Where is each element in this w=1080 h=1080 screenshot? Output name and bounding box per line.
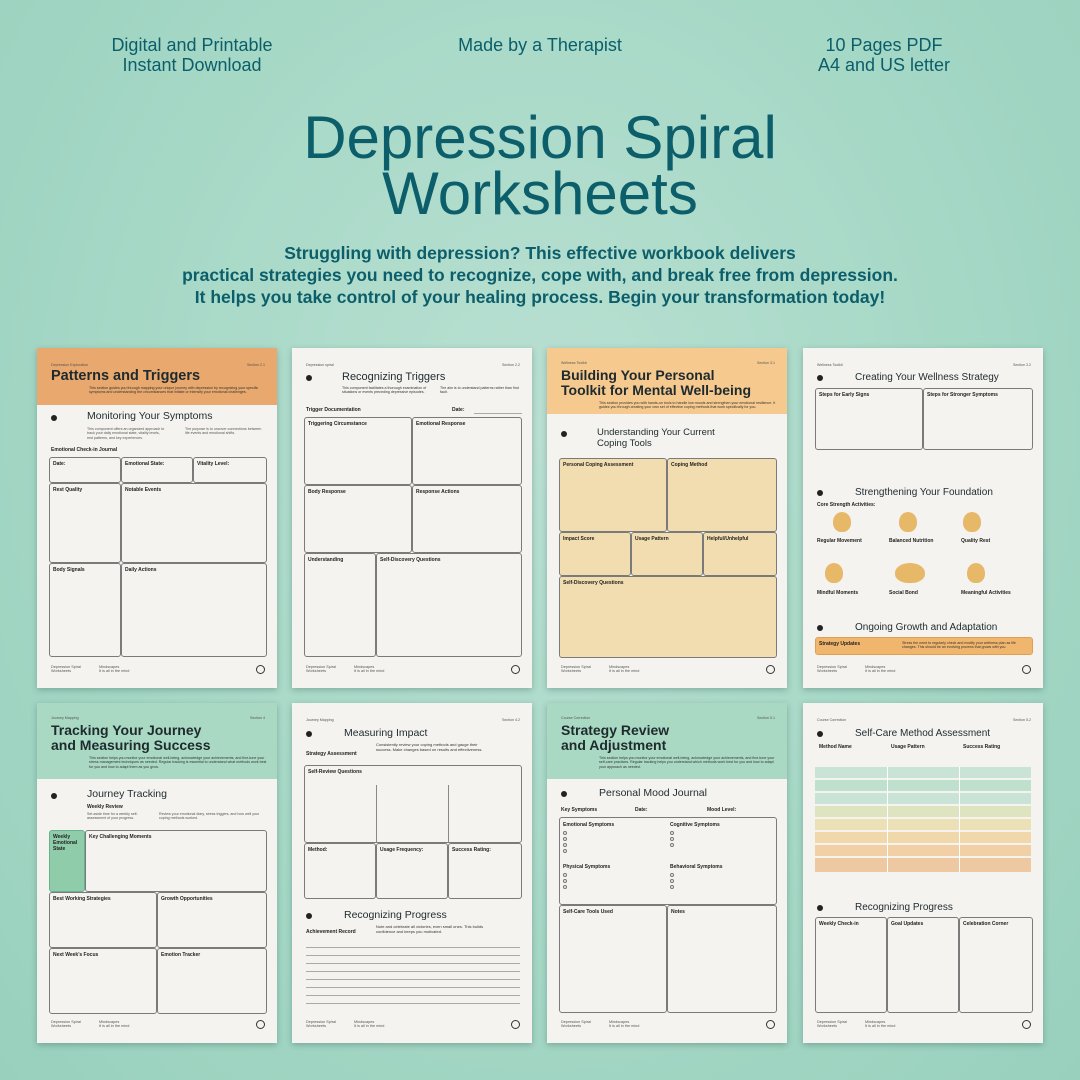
table-row[interactable]	[815, 806, 1031, 817]
symptom-checkbox[interactable]	[563, 849, 567, 853]
best-strategies-label: Best Working Strategies	[53, 896, 111, 902]
symptoms-box[interactable]	[559, 817, 777, 905]
next-week-focus-box[interactable]	[49, 948, 157, 1014]
method-name-header: Method Name	[819, 744, 852, 750]
helpful-unhelpful-label: Helpful/Unhelpful	[707, 536, 749, 542]
vitality-level-box[interactable]	[193, 457, 267, 483]
title-line1: Strategy Review	[561, 722, 670, 738]
achievement-record-text: Note and celebrate all victories, even small ones. This builds confidence and keeps you motivated.	[376, 924, 484, 934]
page-top-label: Depression Exploration	[51, 363, 89, 367]
strategy-assessment-text: Consistently review your coping methods and gauge their success. Make changes based on results and effectiveness.	[376, 742, 483, 752]
usage-pattern-header: Usage Pattern	[891, 744, 925, 750]
footer-left1: Depression Spiral	[561, 1019, 591, 1024]
section-bullet	[817, 731, 823, 737]
worksheet-page-patterns-triggers	[37, 348, 277, 688]
foundation-heading: Strengthening Your Foundation	[855, 487, 993, 498]
vitality-level-label: Vitality Level:	[197, 461, 230, 467]
section-bullet	[306, 375, 312, 381]
emotion-tracker-box[interactable]	[157, 948, 267, 1014]
footer-left1: Depression Spiral	[561, 664, 591, 669]
table-row[interactable]	[815, 845, 1031, 856]
page-footer-mid	[865, 1020, 895, 1029]
main-title	[0, 104, 1080, 227]
title-line2: Toolkit for Mental Well-being	[561, 382, 752, 398]
page-top-label: Course Correction	[817, 718, 847, 722]
footer-left2: Worksheets	[561, 669, 581, 674]
date-line	[474, 413, 522, 414]
section-heading: Monitoring Your Symptoms	[87, 410, 213, 422]
balanced-nutrition-label: Balanced Nutrition	[889, 538, 934, 544]
page-footer-mid	[609, 665, 639, 674]
challenging-moments-box[interactable]	[85, 830, 267, 892]
weekly-label-line3: State	[53, 846, 66, 852]
page-footer-mid	[354, 665, 384, 674]
page-top-label: Depression spiral	[306, 363, 334, 367]
achievement-record-label: Achievement Record	[306, 929, 356, 935]
symptom-checkbox[interactable]	[563, 873, 567, 877]
early-signs-label: Steps for Early Signs	[819, 392, 870, 398]
table-row[interactable]	[815, 793, 1031, 804]
progress-heading: Recognizing Progress	[855, 902, 953, 913]
response-actions-label: Response Actions	[416, 489, 460, 495]
goal-updates-label: Goal Updates	[891, 921, 924, 927]
footer-left1: Depression Spiral	[51, 664, 81, 669]
worksheet-page-tracking-journey	[37, 703, 277, 1043]
header-left-line2: Instant Download	[122, 55, 262, 75]
brand-logo-icon	[766, 1020, 775, 1029]
worksheet-page-recognizing-triggers	[292, 348, 532, 688]
stronger-symptoms-label: Steps for Stronger Symptoms	[927, 392, 998, 398]
regular-movement-label: Regular Movement	[817, 538, 862, 544]
weekly-review-label: Weekly Review	[87, 804, 123, 810]
page-section-number: Section 2.2	[502, 363, 520, 367]
understanding-label: Understanding	[308, 557, 344, 563]
rest-quality-label: Rest Quality	[53, 487, 83, 493]
early-signs-box[interactable]	[815, 388, 923, 450]
emotion-tracker-label: Emotion Tracker	[161, 952, 201, 958]
symptom-checkbox[interactable]	[670, 873, 674, 877]
heading-line2: Coping Tools	[597, 437, 652, 449]
section-heading	[597, 428, 715, 449]
divider	[448, 785, 449, 843]
self-discovery-label: Self-Discovery Questions	[563, 580, 624, 586]
footer-mid2: It is all in the mind	[354, 669, 385, 674]
footer-mid2: It is all in the mind	[99, 1024, 130, 1029]
triggering-circumstance-box[interactable]	[304, 417, 412, 485]
page-top-label: Wellness Toolkit	[817, 363, 843, 367]
strategy-updates-box[interactable]	[815, 637, 1033, 655]
best-strategies-box[interactable]	[49, 892, 157, 948]
mindful-figure-icon	[825, 563, 843, 583]
page-footer-mid	[99, 1020, 129, 1029]
brand-logo-icon	[511, 665, 520, 674]
writing-line[interactable]	[306, 947, 520, 948]
page-section-number: Section 5.1	[757, 716, 775, 720]
section-text-b: The purpose is to uncover connections between life events and emotional shifts.	[185, 427, 262, 436]
brand-logo-icon	[256, 665, 265, 674]
title-line2: and Measuring Success	[51, 737, 211, 753]
footer-left2: Worksheets	[817, 1024, 837, 1029]
date-label: Date:	[53, 461, 66, 467]
footer-left1: Depression Spiral	[306, 1019, 336, 1024]
symptom-checkbox[interactable]	[670, 879, 674, 883]
page-title: Recognizing Triggers	[342, 371, 446, 383]
self-care-tools-box[interactable]	[559, 905, 667, 1013]
success-rating-box[interactable]	[448, 843, 522, 899]
writing-line[interactable]	[306, 971, 520, 972]
weekly-label-line2: Emotional	[53, 840, 78, 846]
writing-line[interactable]	[306, 979, 520, 980]
section-bullet	[817, 375, 823, 381]
worksheet-page-strategy-review	[547, 703, 787, 1043]
header-center-text: Made by a Therapist	[458, 35, 622, 55]
self-discovery-box[interactable]	[376, 553, 522, 657]
self-review-box[interactable]	[304, 765, 522, 843]
page-section-number: Section 5.2	[1013, 718, 1031, 722]
footer-left2: Worksheets	[817, 669, 837, 674]
page-footer-mid	[99, 665, 129, 674]
footer-left2: Worksheets	[561, 1024, 581, 1029]
footer-mid2: It is all in the mind	[865, 669, 896, 674]
core-activities-label: Core Strength Activities:	[817, 502, 876, 508]
page-section-number: Section 4.2	[502, 718, 520, 722]
section-bullet	[51, 415, 57, 421]
footer-mid2: It is all in the mind	[609, 669, 640, 674]
made-by-therapist-label	[410, 35, 670, 55]
emotional-state-label: Emotional State:	[125, 461, 165, 467]
footer-mid1: Mindscapes	[354, 1019, 375, 1024]
symptom-checkbox[interactable]	[670, 843, 674, 847]
section-heading: Journey Tracking	[87, 788, 167, 800]
meaningful-activities-label: Meaningful Activities	[961, 590, 1011, 596]
stronger-symptoms-box[interactable]	[923, 388, 1033, 450]
mindful-moments-label: Mindful Moments	[817, 590, 859, 596]
celebration-corner-label: Celebration Corner	[963, 921, 1009, 927]
page-title	[561, 723, 669, 753]
divider	[376, 785, 377, 843]
method-box[interactable]	[304, 843, 376, 899]
notable-events-box[interactable]	[121, 483, 267, 563]
usage-frequency-label: Usage Frequency:	[380, 847, 424, 853]
page-intro: This section guides you through mapping your unique journey with depression by recognizing your specific symptoms and understanding the circumstances that initiate or intensify your emotional challenges.	[89, 386, 259, 395]
symptom-checkbox[interactable]	[563, 879, 567, 883]
worksheet-page-personal-toolkit	[547, 348, 787, 688]
footer-mid2: It is all in the mind	[865, 1024, 896, 1029]
footer-mid1: Mindscapes	[609, 664, 630, 669]
weekly-checkin-label: Weekly Check-in	[819, 921, 859, 927]
footer-left1: Depression Spiral	[817, 1019, 847, 1024]
next-week-focus-label: Next Week's Focus	[53, 952, 99, 958]
coping-method-box[interactable]	[667, 458, 777, 532]
personal-coping-label: Personal Coping Assessment	[563, 462, 634, 468]
usage-pattern-box[interactable]	[631, 532, 703, 576]
subtitle	[60, 242, 1020, 308]
emotional-response-label: Emotional Response	[416, 421, 466, 427]
social-figure-icon	[895, 563, 925, 583]
section-heading: Personal Mood Journal	[599, 787, 707, 799]
quality-rest-label: Quality Rest	[961, 538, 991, 544]
social-bond-label: Social Bond	[889, 590, 918, 596]
rest-quality-box[interactable]	[49, 483, 121, 563]
section-bullet	[561, 791, 567, 797]
footer-left1: Depression Spiral	[306, 664, 336, 669]
footer-left1: Depression Spiral	[51, 1019, 81, 1024]
page-title	[51, 723, 211, 753]
page-section-number: Section 4	[250, 716, 265, 720]
emotional-state-box[interactable]	[121, 457, 193, 483]
footer-left1: Depression Spiral	[817, 664, 847, 669]
nutrition-figure-icon	[899, 512, 917, 532]
growth-opportunities-label: Growth Opportunities	[161, 896, 213, 902]
daily-actions-label: Daily Actions	[125, 567, 157, 573]
footer-mid1: Mindscapes	[354, 664, 375, 669]
weekly-label-line1: Weekly	[53, 834, 71, 840]
meaningful-figure-icon	[967, 563, 985, 583]
page-title: Creating Your Wellness Strategy	[855, 372, 999, 383]
writing-line[interactable]	[306, 963, 520, 964]
page-text-a: This component facilitates a thorough examination of situations or events preceding depressive episodes.	[342, 386, 427, 395]
trigger-documentation-label: Trigger Documentation	[306, 407, 361, 413]
usage-pattern-label: Usage Pattern	[635, 536, 669, 542]
table-row[interactable]	[815, 832, 1031, 843]
page-title: Measuring Impact	[344, 727, 428, 739]
self-discovery-box[interactable]	[559, 576, 777, 658]
page-top-label: Journey Mapping	[51, 716, 79, 720]
title-line2: and Adjustment	[561, 737, 667, 753]
page-footer	[817, 665, 847, 674]
impact-score-label: Impact Score	[563, 536, 595, 542]
section-bullet	[306, 913, 312, 919]
section-text-a: This component offers an organized approach to track your daily emotional state, vitality levels, rest patterns, and key experiences.	[87, 427, 165, 440]
brand-logo-icon	[256, 1020, 265, 1029]
footer-left2: Worksheets	[51, 669, 71, 674]
section-bullet	[817, 625, 823, 631]
symptom-checkbox[interactable]	[670, 837, 674, 841]
date-label: Date:	[452, 407, 465, 413]
symptom-checkbox[interactable]	[563, 843, 567, 847]
footer-mid1: Mindscapes	[865, 1019, 886, 1024]
progress-heading: Recognizing Progress	[344, 909, 447, 921]
footer-mid1: Mindscapes	[99, 1019, 120, 1024]
page-footer	[561, 665, 591, 674]
strategy-assessment-label: Strategy Assessment	[306, 751, 357, 757]
page-footer-mid	[354, 1020, 384, 1029]
emotional-symptoms-label: Emotional Symptoms	[563, 822, 615, 828]
divider	[959, 767, 960, 872]
footer-mid1: Mindscapes	[865, 664, 886, 669]
pages-format-label	[754, 35, 1014, 75]
strategy-updates-text: Stress the need to regularly check and modify your wellness plan as life changes. This should be an evolving process that grows with you.	[902, 641, 1016, 650]
notes-box[interactable]	[667, 905, 777, 1013]
page-footer-mid	[609, 1020, 639, 1029]
movement-figure-icon	[833, 512, 851, 532]
weekly-checkin-box[interactable]	[815, 917, 887, 1013]
page-top-label: Journey Mapping	[306, 718, 334, 722]
page-title	[561, 368, 751, 398]
title-line1: Building Your Personal	[561, 367, 715, 383]
footer-left2: Worksheets	[51, 1024, 71, 1029]
brand-logo-icon	[1022, 665, 1031, 674]
coping-method-label: Coping Method	[671, 462, 708, 468]
body-signals-label: Body Signals	[53, 567, 85, 573]
header-right-line2: A4 and US letter	[817, 55, 951, 75]
symptom-checkbox[interactable]	[563, 831, 567, 835]
page-footer	[51, 665, 81, 674]
table-row[interactable]	[815, 858, 1031, 872]
journal-label: Emotional Check-in Journal	[51, 447, 118, 453]
growth-heading: Ongoing Growth and Adaptation	[855, 622, 998, 633]
helpful-unhelpful-box[interactable]	[703, 532, 777, 576]
table-row[interactable]	[815, 767, 1031, 778]
response-actions-box[interactable]	[412, 485, 522, 553]
body-signals-box[interactable]	[49, 563, 121, 657]
growth-opportunities-box[interactable]	[157, 892, 267, 948]
rest-figure-icon	[963, 512, 981, 532]
header-left-line1: Digital and Printable	[111, 35, 273, 55]
key-symptoms-label: Key Symptoms	[561, 807, 598, 813]
self-discovery-label: Self-Discovery Questions	[380, 557, 441, 563]
section-bullet	[51, 793, 57, 799]
self-care-tools-label: Self-Care Tools Used	[563, 909, 613, 915]
subtitle-line1: Struggling with depression? This effective workbook delivers	[284, 243, 796, 263]
worksheet-page-wellness-strategy	[803, 348, 1043, 688]
subtitle-line3: It helps you take control of your healing process. Begin your transformation today!	[194, 287, 886, 307]
triggering-circumstance-label: Triggering Circumstance	[308, 421, 367, 427]
success-rating-label: Success Rating:	[452, 847, 491, 853]
symptom-checkbox[interactable]	[670, 831, 674, 835]
personal-coping-box[interactable]	[559, 458, 667, 532]
header-right-line1: 10 Pages PDF	[825, 35, 943, 55]
footer-mid1: Mindscapes	[99, 664, 120, 669]
notable-events-label: Notable Events	[125, 487, 162, 493]
method-label: Method:	[308, 847, 328, 853]
table-row[interactable]	[815, 780, 1031, 791]
symptom-checkbox[interactable]	[563, 837, 567, 841]
digital-printable-label	[62, 35, 322, 75]
page-text-b: The aim is to understand patterns rather than find fault.	[440, 386, 519, 395]
celebration-corner-box[interactable]	[959, 917, 1033, 1013]
divider	[887, 767, 888, 872]
worksheet-page-self-care-assessment	[803, 703, 1043, 1043]
impact-score-box[interactable]	[559, 532, 631, 576]
brand-logo-icon	[511, 1020, 520, 1029]
page-footer-mid	[865, 665, 895, 674]
goal-updates-box[interactable]	[887, 917, 959, 1013]
understanding-box[interactable]	[304, 553, 376, 657]
page-top-label: Wellness Toolkit	[561, 361, 587, 365]
weekly-review-text: Set aside time for a weekly self-assessment of your progress.	[87, 812, 138, 821]
footer-left2: Worksheets	[306, 1024, 326, 1029]
weekly-emotional-state-label	[53, 834, 77, 852]
strategy-updates-label: Strategy Updates	[819, 641, 861, 647]
emotional-response-box[interactable]	[412, 417, 522, 485]
writing-line[interactable]	[306, 987, 520, 988]
challenging-moments-label: Key Challenging Moments	[89, 834, 152, 840]
page-section-number: Section 3.1	[757, 361, 775, 365]
section-bullet	[817, 905, 823, 911]
writing-line[interactable]	[306, 995, 520, 996]
brand-logo-icon	[1022, 1020, 1031, 1029]
footer-mid2: It is all in the mind	[99, 669, 130, 674]
heading-line1: Understanding Your Current	[597, 427, 715, 438]
mood-level-label: Mood Level:	[707, 807, 737, 813]
date-box[interactable]	[49, 457, 121, 483]
writing-line[interactable]	[306, 1003, 520, 1004]
writing-line[interactable]	[306, 955, 520, 956]
page-footer	[561, 1020, 591, 1029]
footer-mid1: Mindscapes	[609, 1019, 630, 1024]
notes-label: Notes	[671, 909, 685, 915]
success-rating-header: Success Rating	[963, 744, 1001, 750]
page-title: Self-Care Method Assessment	[855, 728, 991, 739]
footer-left2: Worksheets	[306, 669, 326, 674]
section-bullet	[817, 490, 823, 496]
self-review-label: Self-Review Questions	[308, 769, 362, 775]
body-response-box[interactable]	[304, 485, 412, 553]
brand-logo-icon	[766, 665, 775, 674]
footer-mid2: It is all in the mind	[354, 1024, 385, 1029]
section-bullet	[306, 731, 312, 737]
usage-frequency-box[interactable]	[376, 843, 448, 899]
behavioral-symptoms-label: Behavioral Symptoms	[670, 864, 723, 870]
page-section-number: Section 3.2	[1013, 363, 1031, 367]
page-title: Patterns and Triggers	[51, 368, 201, 384]
page-top-label: Course Correction	[561, 716, 591, 720]
symptom-checkbox[interactable]	[563, 885, 567, 889]
page-footer	[51, 1020, 81, 1029]
date-label: Date:	[635, 807, 648, 813]
page-footer	[817, 1020, 847, 1029]
cognitive-symptoms-label: Cognitive Symptoms	[670, 822, 720, 828]
footer-mid2: It is all in the mind	[609, 1024, 640, 1029]
symptom-checkbox[interactable]	[670, 885, 674, 889]
daily-actions-box[interactable]	[121, 563, 267, 657]
weekly-review-detail: Review your emotional diary, stress triggers, and how well your coping methods worked.	[159, 812, 260, 821]
weekly-emotional-state-box[interactable]	[49, 830, 85, 892]
page-intro: This section helps you monitor your emotional well-being, acknowledge your achievements, and fine-tune your stress management techniques as needed. Regular tracking is essential to understand what methods work best for you and how to adapt them as you grow.	[89, 756, 267, 769]
title-line2: Worksheets	[382, 160, 698, 227]
section-bullet	[561, 431, 567, 437]
page-footer	[306, 665, 336, 674]
subtitle-line2: practical strategies you need to recognize, cope with, and break free from depression.	[182, 265, 898, 285]
page-footer	[306, 1020, 336, 1029]
table-row[interactable]	[815, 819, 1031, 830]
page-intro: This section provides you with hands-on tools to handle low moods and strengthen your emotional resilience. It guides you through creating your own set of effective coping methods that work specifically for you.	[599, 401, 776, 410]
page-intro: This section helps you monitor your emotional well-being, acknowledge your achievements, and fine-tune your self-care practices. Regular tracking helps you understand which methods work best for you and how to adapt your approach as needed.	[599, 756, 775, 769]
worksheet-page-measuring-impact	[292, 703, 532, 1043]
physical-symptoms-label: Physical Symptoms	[563, 864, 611, 870]
body-response-label: Body Response	[308, 489, 346, 495]
title-line1: Depression Spiral	[303, 104, 777, 171]
title-line1: Tracking Your Journey	[51, 722, 202, 738]
page-section-number: Section 2.1	[247, 363, 265, 367]
